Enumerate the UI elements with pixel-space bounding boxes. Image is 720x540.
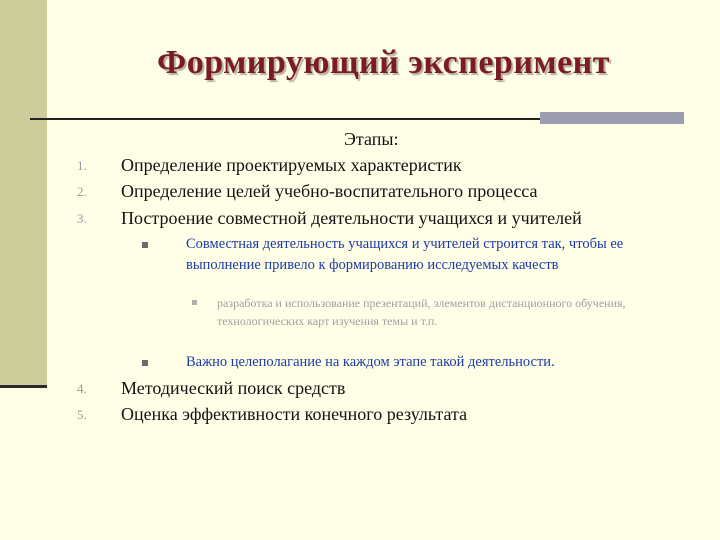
sub-bullet-1 [142,242,148,248]
item-number-2: 2. [77,184,87,199]
sub-item-2: Важно целеполагание на каждом этапе такой деятельности. [186,354,555,370]
subsub-bullet-1 [192,300,197,305]
left-decor-bar [0,0,47,385]
item-number-5: 5. [77,407,87,422]
sub-bullet-2 [142,360,148,366]
list-item-4: Методический поиск средств [121,378,346,398]
item-number-3: 3. [77,211,87,226]
slide-subtitle: Этапы: [344,129,399,149]
item-number-4: 4. [77,381,87,396]
list-item-1: Определение проектируемых характеристик [121,155,462,175]
slide-title: Формирующий эксперимент [157,44,610,81]
list-item-3: Построение совместной деятельности учащихся и учителей [121,208,582,228]
divider-accent-block [540,112,684,124]
sub-item-1: Совместная деятельность учащихся и учителей строится так, чтобы ее выполнение привело к формированию исследуемых качеств [186,236,624,273]
item-number-1: 1. [77,158,87,173]
left-decor-line [0,385,47,388]
subsub-item-1: разработка и использование презентаций, элементов дистанционного обучения, технологических карт изучения темы и т.п. [217,296,626,328]
list-item-2: Определение целей учебно-воспитательного процесса [121,181,538,201]
list-item-5: Оценка эффективности конечного результата [121,404,468,424]
